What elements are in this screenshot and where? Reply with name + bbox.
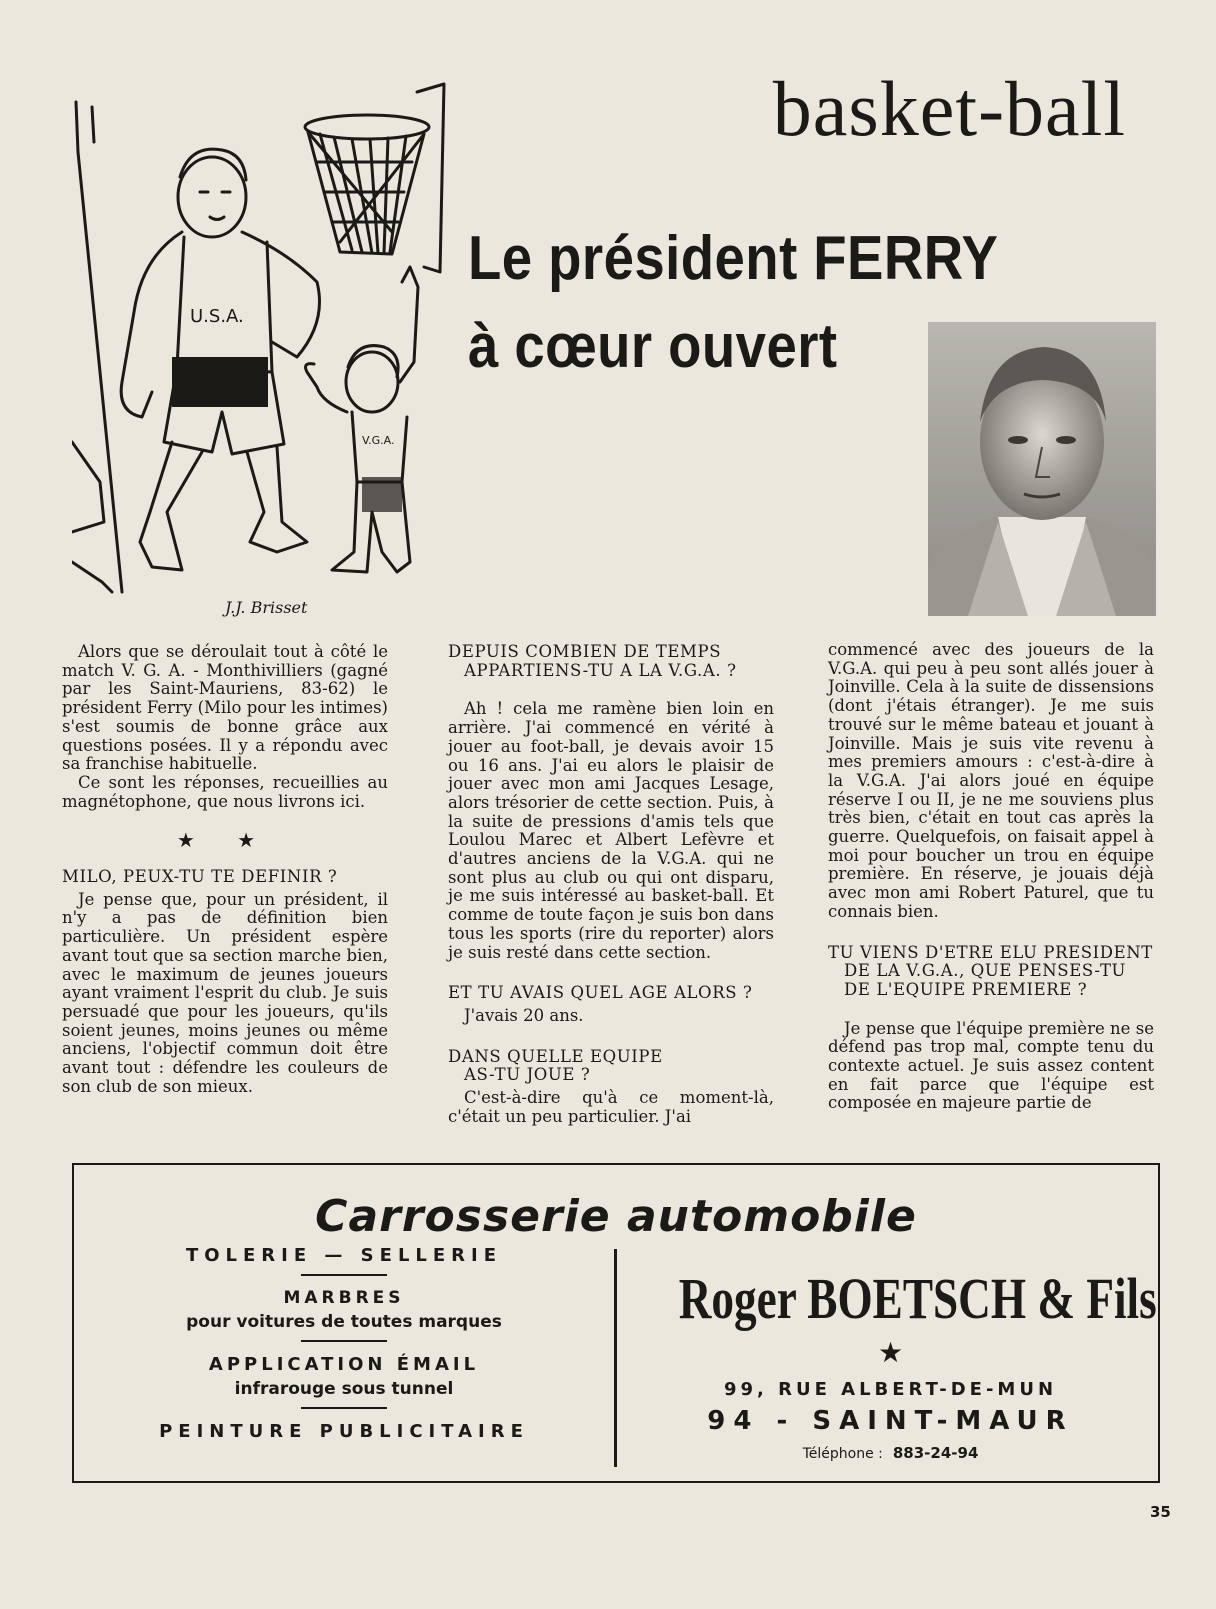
answer-4-part-2: commencé avec des joueurs de la V.G.A. qui peu à peu sont allés jouer à Joinville. Cela à la suite de dissensions (dont j'étais étranger). Je me suis trouvé sur le même bateau et jouant à Joinville. Mais je suis vite revenu à mes premiers amours : c'est-à-dire à la V.G.A. J'ai alors joué en équipe réserve I ou II, je ne me souviens plus très bien, c'était en tout cas après la guerre. Quelquefois, on faisait appel à moi pour boucher un trou en équipe première. En réserve, je jouais déjà avec mon ami Robert Paturel, que tu connais bien. (828, 640, 1154, 921)
ad-telephone-number: 883-24-94 (892, 1444, 979, 1462)
question-5-line-3: DE L'EQUIPE PREMIERE ? (844, 979, 1088, 999)
answer-3: J'avais 20 ans. (464, 1005, 584, 1025)
ad-line-application: APPLICATION ÉMAIL (208, 1354, 480, 1375)
headline-line-1: Le président FERRY (468, 224, 999, 293)
ad-line-marbres: MARBRES (283, 1288, 405, 1308)
question-5-line-1: TU VIENS D'ETRE ELU PRESIDENT (828, 942, 1153, 962)
answer-2: Ah ! cela me ramène bien loin en arrière. J'ai commencé en vérité à jouer au foot-ball, je devais avoir 15 ou 16 ans. J'ai eu alors le plaisir de jouer avec mon ami Jacques Lesage, alors trésorier de cette section. Puis, à la suite de pressions d'amis tels que Loulou Marec et Albert Lefèvre et d'autres anciens de la V.G.A. qui ne sont plus au club ou qui ont disparu, je me suis intéressé au basket-ball. Et comme de toute façon je suis bon dans tous les sports (rire du reporter) alors je suis resté dans cette section. (448, 699, 774, 962)
ad-star-icon: ★ (877, 1336, 904, 1369)
ad-line-peinture: PEINTURE PUBLICITAIRE (159, 1421, 529, 1442)
vga-jersey-label: V.G.A. (362, 434, 395, 447)
question-1: MILO, PEUX-TU TE DEFINIR ? (62, 867, 338, 887)
ad-address-street: 99, RUE ALBERT-DE-MUN (723, 1379, 1058, 1400)
answer-1: Je pense que, pour un président, il n'y a pas de définition bien particulière. Un président espère avant tout que sa section marche bien, avec le maximum de jeunes joueurs ayant vraiment l'esprit du club. Je suis persuadé que pour les joueurs, qu'ils soient jeunes, moins jeunes ou même anciens, l'objectif commun doit être avant tout : défendre les couleurs de son club de son mieux. (62, 889, 388, 1096)
question-2 (448, 643, 774, 680)
ad-rule (301, 1407, 387, 1409)
question-4-line-1: DANS QUELLE EQUIPE (448, 1046, 663, 1066)
ad-title: Carrosserie automobile (315, 1191, 917, 1242)
headline-line-2: à cœur ouvert (468, 312, 838, 381)
basketball-cartoon (72, 82, 452, 632)
article-column-3 (828, 641, 1154, 1113)
question-4 (448, 1048, 774, 1085)
section-title: basket-ball (772, 65, 1126, 152)
ad-company-name: Roger BOETSCH & Fils (678, 1266, 1157, 1331)
page-number: 35 (1150, 1503, 1171, 1521)
intro-paragraph-2: Ce sont les réponses, recueillies au magnétophone, que nous livrons ici. (62, 772, 388, 811)
ad-address-city: 94 - SAINT-MAUR (707, 1406, 1074, 1436)
advertisement-box (72, 1163, 1160, 1483)
question-3: ET TU AVAIS QUEL AGE ALORS ? (448, 983, 753, 1003)
answer-5: Je pense que l'équipe première ne se défend pas trop mal, compte tenu du contexte actuel. Je suis assez content en fait parce que l'équipe est composée en majeure partie de (828, 1018, 1154, 1113)
usa-jersey-label: U.S.A. (190, 306, 244, 327)
section-stars: ★ ★ (176, 828, 274, 853)
portrait-photo (928, 322, 1156, 616)
article-column-1 (62, 643, 388, 1096)
ad-rule (301, 1340, 387, 1342)
ad-telephone-label: Téléphone : (802, 1446, 883, 1462)
ad-telephone (619, 1444, 1162, 1462)
intro-paragraph-1: Alors que se déroulait tout à côté le match V. G. A. - Monthivilliers (gagné par les Saint-Mauriens, 83-62) le président Ferry (Milo pour les intimes) s'est soumis de bonne grâce aux questions posées. Il y a répondu avec sa franchise habituelle. (62, 642, 388, 774)
ad-line-tolerie: TOLERIE — SELLERIE (185, 1245, 503, 1266)
question-2-line-1: DEPUIS COMBIEN DE TEMPS (448, 642, 722, 661)
answer-4-part-1: C'est-à-dire qu'à ce moment-là, c'était un peu particulier. J'ai (448, 1088, 774, 1126)
ad-line-voitures: pour voitures de toutes marques (186, 1312, 502, 1332)
question-5-line-2: DE LA V.G.A., QUE PENSES-TU (844, 961, 1127, 981)
ad-services (74, 1245, 614, 1442)
question-4-line-2: AS-TU JOUE ? (464, 1065, 591, 1085)
ad-rule (301, 1274, 387, 1276)
ad-line-infrarouge: infrarouge sous tunnel (234, 1379, 454, 1399)
question-2-line-2: APPARTIENS-TU A LA V.G.A. ? (464, 660, 737, 680)
cartoonist-signature: J.J. Brisset (225, 598, 308, 617)
question-5 (828, 944, 1154, 1000)
ad-divider (614, 1249, 617, 1467)
article-column-2 (448, 643, 774, 1126)
ad-company (619, 1245, 1162, 1462)
article-headline (468, 215, 998, 391)
